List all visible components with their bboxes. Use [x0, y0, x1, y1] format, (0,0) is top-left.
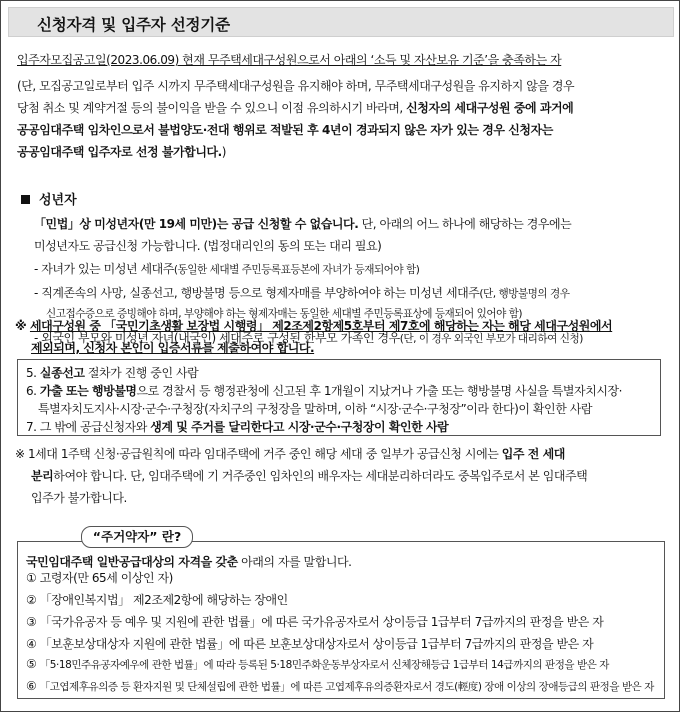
note1-text-1: 세대구성원 중 「국민기초생활 보장법 시행령」 제2조제2항제5호부터 제7호에 해당하는 자는 해당 세대구성원에서	[29, 319, 613, 333]
adult-item-2	[34, 284, 569, 301]
box-item-5-bold: 실종선고	[39, 366, 85, 380]
housing-item-num: ④	[26, 637, 40, 651]
adult-item-2-main: - 직계존속의 사망, 실종선고, 행방불명 등으로 형제자매를 부양하여야 하는 미성년 세대주	[34, 286, 480, 300]
note2-bold-2: 분리	[31, 469, 54, 483]
housing-item	[26, 657, 609, 672]
box-item-6-bold: 가출 또는 행방불명	[39, 384, 137, 398]
section-header	[8, 7, 674, 37]
intro-line-2: (단, 모집공고일로부터 입주 시까지 무주택세대구성원을 유지해야 하며, 무주택세대구성원을 유지하지 않을 경우	[17, 79, 575, 93]
box-item-5	[26, 364, 198, 381]
housing-item-num: ①	[26, 571, 40, 585]
housing-item-text: 「장애인복지법」 제2조제2항에 해당하는 장애인	[39, 593, 288, 607]
adult-item-1-main: - 자녀가 있는 미성년 세대주	[34, 262, 174, 276]
adult-item-3-main: - 외국인 부모와 미성년 자녀(내국인) 세대주로 구성된 한부모 가족인 경우	[34, 331, 400, 345]
housing-item	[26, 569, 173, 586]
housing-lead-bold: 국민임대주택 일반공급대상의 자격을 갖춘	[26, 555, 238, 569]
intro-line-3-text: 당첨 취소 및 계약거절 등의 불이익을 받을 수 있으니 이점 유의하시기 바라며,	[17, 101, 407, 115]
intro-line-4: 공공임대주택 임차인으로서 불법양도·전대 행위로 적발된 후 4년이 경과되지 않은 자가 있는 경우 신청자는	[17, 123, 553, 137]
section-title: 신청자격 및 입주자 선정기준	[37, 16, 230, 34]
housing-item	[26, 679, 654, 694]
box-item-6-rest: 으로 경찰서 등 행정관청에 신고된 후 1개월이 지났거나 가출 또는 행방불명 사실을 특별자치시장·	[136, 384, 622, 398]
adult-item-1-note: (동일한 세대별 주민등록표등본에 자녀가 등재되어야 함)	[173, 264, 420, 276]
note1-line-1-visible	[15, 317, 612, 334]
housing-item-num: ⑥	[26, 679, 40, 693]
housing-tag: “주거약자” 란?	[81, 526, 193, 548]
housing-item	[26, 635, 593, 652]
box-item-7-text: 7. 그 밖에 공급신청자와	[26, 420, 151, 434]
adult-title-text: 성년자	[39, 193, 77, 208]
box-item-6-cont: 특별자치도지사·시장·군수·구청장(자치구의 구청장을 말하며, 이하 “시장·군수·구청장”이라 한다)이 확인한 사람	[38, 402, 592, 416]
adult-para-1	[34, 215, 571, 232]
adult-para-1-rest: 단, 아래의 어느 하나에 해당하는 경우에는	[358, 217, 572, 231]
housing-item-num: ⑤	[26, 657, 40, 671]
note2-text-2: 하여야 합니다. 단, 임대주택에 기 거주중인 임차인의 배우자는 세대분리하더라도 중복입주로서 본 임대주택	[53, 469, 588, 483]
housing-lead	[26, 553, 352, 570]
square-bullet-icon	[21, 195, 30, 204]
housing-item-text: 「5·18민주유공자예우에 관한 법률」에 따라 등록된 5·18민주화운동부상자로서 신체장해등급 1급부터 14급까지의 판정을 받은 자	[39, 659, 609, 671]
intro-line-3-bold: 신청자의 세대구성원 중에 과거에	[406, 101, 574, 115]
note2-line-3: 입주가 불가합니다.	[31, 491, 127, 505]
adult-item-2-note: (단, 행방불명의 경우	[479, 288, 570, 300]
adult-item-3-note: (단, 이 경우 외국인 부모가 대리하여 신청)	[399, 333, 583, 345]
box-item-7-bold: 생계 및 주거를 달리한다고 시장·군수·구청장이 확인한 사람	[150, 420, 449, 434]
adult-para-2: 미성년자도 공급신청 가능합니다. (법정대리인의 동의 또는 대리 필요)	[34, 239, 382, 253]
note2-text-1: 1세대 1주택 신청·공급원칙에 따라 임대주택에 거주 중인 해당 세대 중 일부가 공급신청 시에는	[27, 447, 502, 461]
housing-item-num: ②	[26, 593, 40, 607]
box-item-6-num: 6.	[26, 384, 40, 398]
note-mark: ※	[15, 319, 27, 333]
adult-item-1	[34, 260, 419, 277]
housing-item-text: 고령자(만 65세 이상인 자)	[39, 571, 173, 585]
intro-line-5-bold: 공공임대주택 입주자로 선정 불가합니다.	[17, 145, 222, 159]
housing-item-num: ③	[26, 615, 40, 629]
box-item-6	[26, 382, 622, 399]
note1-text-2: 제외되며, 신청자 본인이 입증서류를 제출하여야 합니다.	[31, 341, 315, 355]
intro-line-5-end: )	[221, 145, 226, 159]
note2-line-2	[31, 467, 587, 484]
adult-section-title	[21, 189, 77, 208]
intro-line-5	[17, 143, 226, 160]
intro-line-3	[17, 99, 573, 116]
reference-box	[17, 359, 661, 436]
housing-item	[26, 613, 603, 630]
housing-item-text: 「국가유공자 등 예우 및 지원에 관한 법률」에 따른 국가유공자로서 상이등급 1급부터 7급까지의 판정을 받은 자	[39, 615, 604, 629]
note2-line-1	[15, 445, 565, 462]
housing-vulnerable-box	[17, 541, 665, 699]
housing-item-text: 「보훈보상대상자 지원에 관한 법률」에 따른 보훈보상대상자로서 상이등급 1급부터 7급까지의 판정을 받은 자	[39, 637, 594, 651]
note1-line-2-visible	[31, 339, 314, 356]
housing-item-text: 「고엽제후유의증 등 환자지원 및 단체설립에 관한 법률」에 따른 고엽제후유의증환자로서 경도(輕度) 장애 이상의 장애등급의 판정을 받은 자	[39, 681, 654, 693]
housing-item	[26, 591, 288, 608]
intro-line-1: 입주자모집공고일(2023.06.09) 현재 무주택세대구성원으로서 아래의 ‘소득 및 자산보유 기준’을 충족하는 자	[17, 53, 562, 67]
box-item-5-rest: 절차가 진행 중인 사람	[84, 366, 199, 380]
adult-item-2-cont: 신고접수증으로 증빙해야 하며, 부양해야 하는 형제자매는 동일한 세대별 주민등록표상에 등재되어 있어야 함)	[46, 308, 523, 320]
box-item-5-num: 5.	[26, 366, 40, 380]
box-item-7	[26, 418, 448, 435]
note2-mark: ※	[15, 447, 25, 461]
housing-lead-rest: 아래의 자를 말합니다.	[237, 555, 352, 569]
note2-bold-1: 입주 전 세대	[501, 447, 565, 461]
adult-para-1-bold: 「민법」상 미성년자(만 19세 미만)는 공급 신청할 수 없습니다.	[34, 217, 359, 231]
